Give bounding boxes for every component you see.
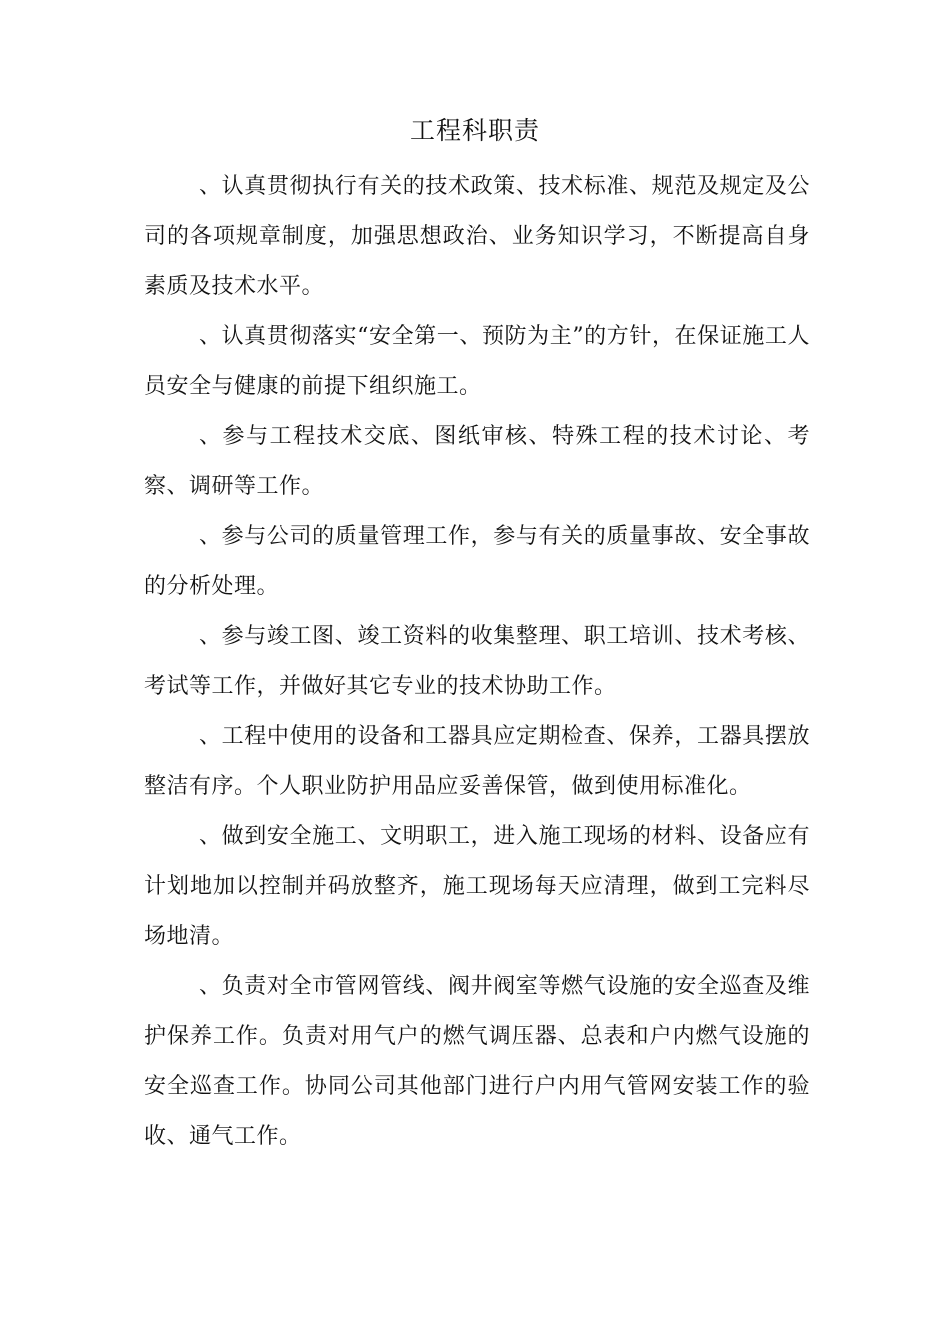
paragraph-6: 、工程中使用的设备和工器具应定期检查、保养，工器具摆放整洁有序。个人职业防护用品应妥善保管，做到使用标准化。 <box>144 724 810 799</box>
paragraph-7: 、做到安全施工、文明职工，进入施工现场的材料、设备应有计划地加以控制并码放整齐，施工现场每天应清理，做到工完料尽场地清。 <box>144 824 810 949</box>
paragraph-5: 、参与竣工图、竣工资料的收集整理、职工培训、技术考核、考试等工作，并做好其它专业的技术协助工作。 <box>144 624 810 699</box>
paragraph-3: 、参与工程技术交底、图纸审核、特殊工程的技术讨论、考察、调研等工作。 <box>144 424 810 499</box>
document-body <box>144 162 810 1162</box>
paragraph-8: 、负责对全市管网管线、阀井阀室等燃气设施的安全巡查及维护保养工作。负责对用气户的燃气调压器、总表和户内燃气设施的安全巡查工作。协同公司其他部门进行户内用气管网安装工作的验收、通气工作。 <box>144 974 810 1149</box>
paragraph-1: 、认真贯彻执行有关的技术政策、技术标准、规范及规定及公司的各项规章制度，加强思想政治、业务知识学习，不断提高自身素质及技术水平。 <box>144 174 810 299</box>
page-title: 工程科职责 <box>409 116 540 145</box>
paragraph-2: 、认真贯彻落实“安全第一、预防为主”的方针，在保证施工人员安全与健康的前提下组织施工。 <box>144 324 810 399</box>
paragraph-4: 、参与公司的质量管理工作，参与有关的质量事故、安全事故的分析处理。 <box>144 524 810 599</box>
